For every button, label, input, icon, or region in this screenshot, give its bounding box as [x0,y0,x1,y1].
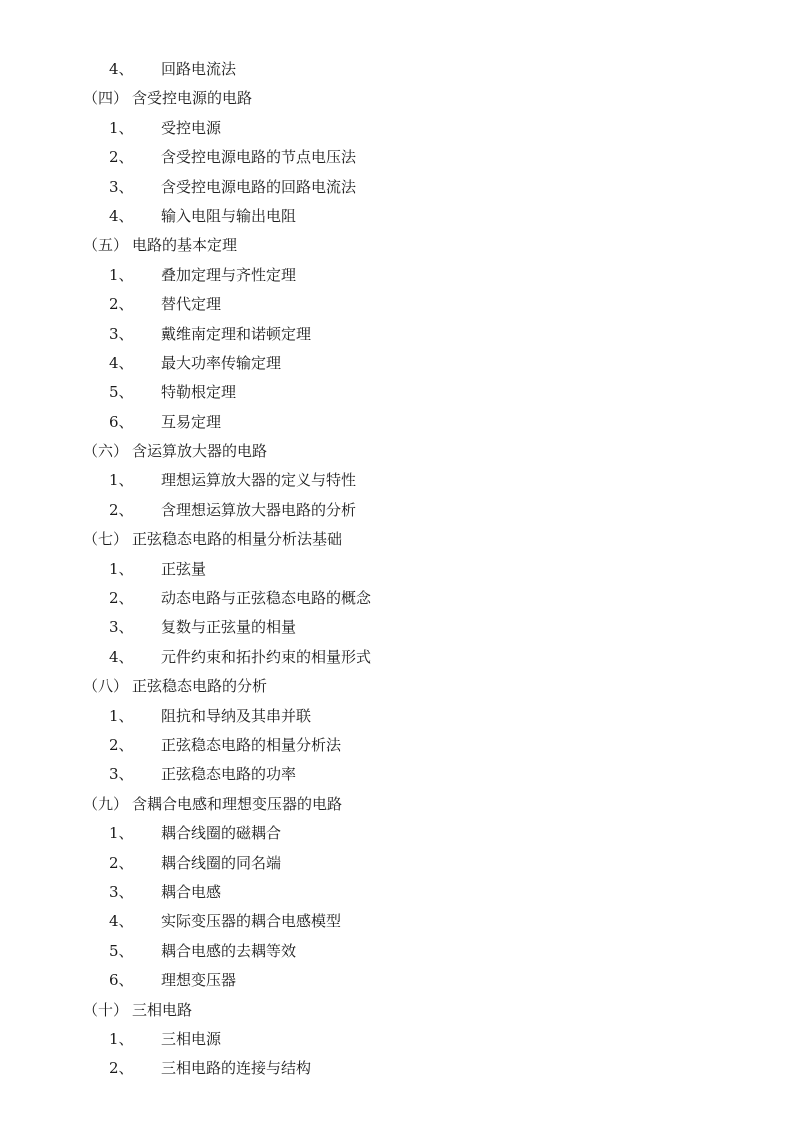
item-number: 1、 [109,1029,134,1048]
outline-item [0,1028,793,1057]
section-number: （十） [83,1000,129,1019]
item-number: 2、 [109,1059,134,1078]
section-heading [0,528,793,557]
item-number: 2、 [109,589,134,608]
outline-item [0,969,793,998]
item-text: 三相电路的连接与结构 [161,1059,312,1078]
outline-item [0,852,793,881]
item-number: 3、 [109,618,134,637]
outline-item [0,323,793,352]
item-text: 回路电流法 [161,60,237,78]
section-title: 正弦稳态电路的相量分析法基础 [132,530,343,549]
section-title: 电路的基本定理 [132,236,238,255]
item-text: 理想运算放大器的定义与特性 [161,471,357,490]
item-text: 耦合电感的去耦等效 [161,941,297,960]
item-number: 2、 [109,735,134,754]
outline-item [0,411,793,440]
section-number: （八） [83,677,129,696]
item-text: 耦合电感 [161,882,222,901]
item-text: 替代定理 [161,295,222,314]
outline-item [0,264,793,293]
item-number: 3、 [109,765,134,784]
item-text: 正弦稳态电路的相量分析法 [161,735,342,754]
item-number: 4、 [109,60,134,78]
item-text: 耦合线圈的磁耦合 [161,824,282,843]
outline-item [0,381,793,410]
section-title: 含运算放大器的电路 [132,442,268,461]
item-number: 2、 [109,853,134,872]
item-text: 复数与正弦量的相量 [161,618,297,637]
outline-item [0,940,793,969]
section-heading [0,440,793,469]
item-number: 1、 [109,559,134,578]
item-number: 5、 [109,941,134,960]
item-text: 动态电路与正弦稳态电路的概念 [161,589,372,608]
item-number: 6、 [109,971,134,990]
section-title: 含受控电源的电路 [132,89,253,108]
item-number: 4、 [109,206,134,225]
outline-item [0,469,793,498]
document-page [0,58,793,1087]
outline-item [0,176,793,205]
outline-item [0,616,793,645]
item-number: 3、 [109,882,134,901]
outline-item [0,910,793,939]
item-text: 耦合线圈的同名端 [161,853,282,872]
outline-item [0,293,793,322]
outline-item [0,646,793,675]
section-heading [0,87,793,116]
item-number: 4、 [109,647,134,666]
section-title: 正弦稳态电路的分析 [132,677,268,696]
item-text: 戴维南定理和诺顿定理 [161,324,312,343]
item-text: 含受控电源电路的节点电压法 [161,148,357,167]
outline-item [0,763,793,792]
outline-item [0,881,793,910]
item-number: 4、 [109,353,134,372]
section-number: （四） [83,89,129,108]
item-text: 实际变压器的耦合电感模型 [161,912,342,931]
outline-item [0,58,793,87]
item-text: 理想变压器 [161,971,237,990]
item-number: 1、 [109,265,134,284]
item-text: 正弦量 [161,559,207,578]
section-number: （六） [83,442,129,461]
item-number: 3、 [109,177,134,196]
item-text: 受控电源 [161,118,222,137]
item-number: 1、 [109,118,134,137]
outline-item [0,205,793,234]
section-number: （七） [83,530,129,549]
item-number: 2、 [109,500,134,519]
outline-item [0,117,793,146]
item-text: 三相电源 [161,1029,222,1048]
outline-item [0,734,793,763]
outline-item [0,499,793,528]
item-number: 1、 [109,471,134,490]
item-text: 输入电阻与输出电阻 [161,206,297,225]
item-number: 5、 [109,383,134,402]
section-heading [0,793,793,822]
item-number: 1、 [109,706,134,725]
outline-item [0,146,793,175]
item-number: 2、 [109,295,134,314]
section-heading [0,999,793,1028]
outline-item [0,587,793,616]
item-text: 正弦稳态电路的功率 [161,765,297,784]
item-text: 互易定理 [161,412,222,431]
section-title: 含耦合电感和理想变压器的电路 [132,794,343,813]
outline-item [0,705,793,734]
item-text: 最大功率传输定理 [161,353,282,372]
item-text: 含理想运算放大器电路的分析 [161,500,357,519]
item-text: 阻抗和导纳及其串并联 [161,706,312,725]
item-number: 6、 [109,412,134,431]
item-text: 元件约束和拓扑约束的相量形式 [161,647,372,666]
item-number: 4、 [109,912,134,931]
outline-item [0,558,793,587]
item-number: 1、 [109,824,134,843]
outline-item [0,352,793,381]
item-number: 3、 [109,324,134,343]
section-heading [0,234,793,263]
section-title: 三相电路 [132,1000,193,1019]
section-heading [0,675,793,704]
item-number: 2、 [109,148,134,167]
item-text: 叠加定理与齐性定理 [161,265,297,284]
outline-item [0,1057,793,1086]
outline-item [0,822,793,851]
item-text: 含受控电源电路的回路电流法 [161,177,357,196]
item-text: 特勒根定理 [161,383,237,402]
section-number: （五） [83,236,129,255]
section-number: （九） [83,794,129,813]
